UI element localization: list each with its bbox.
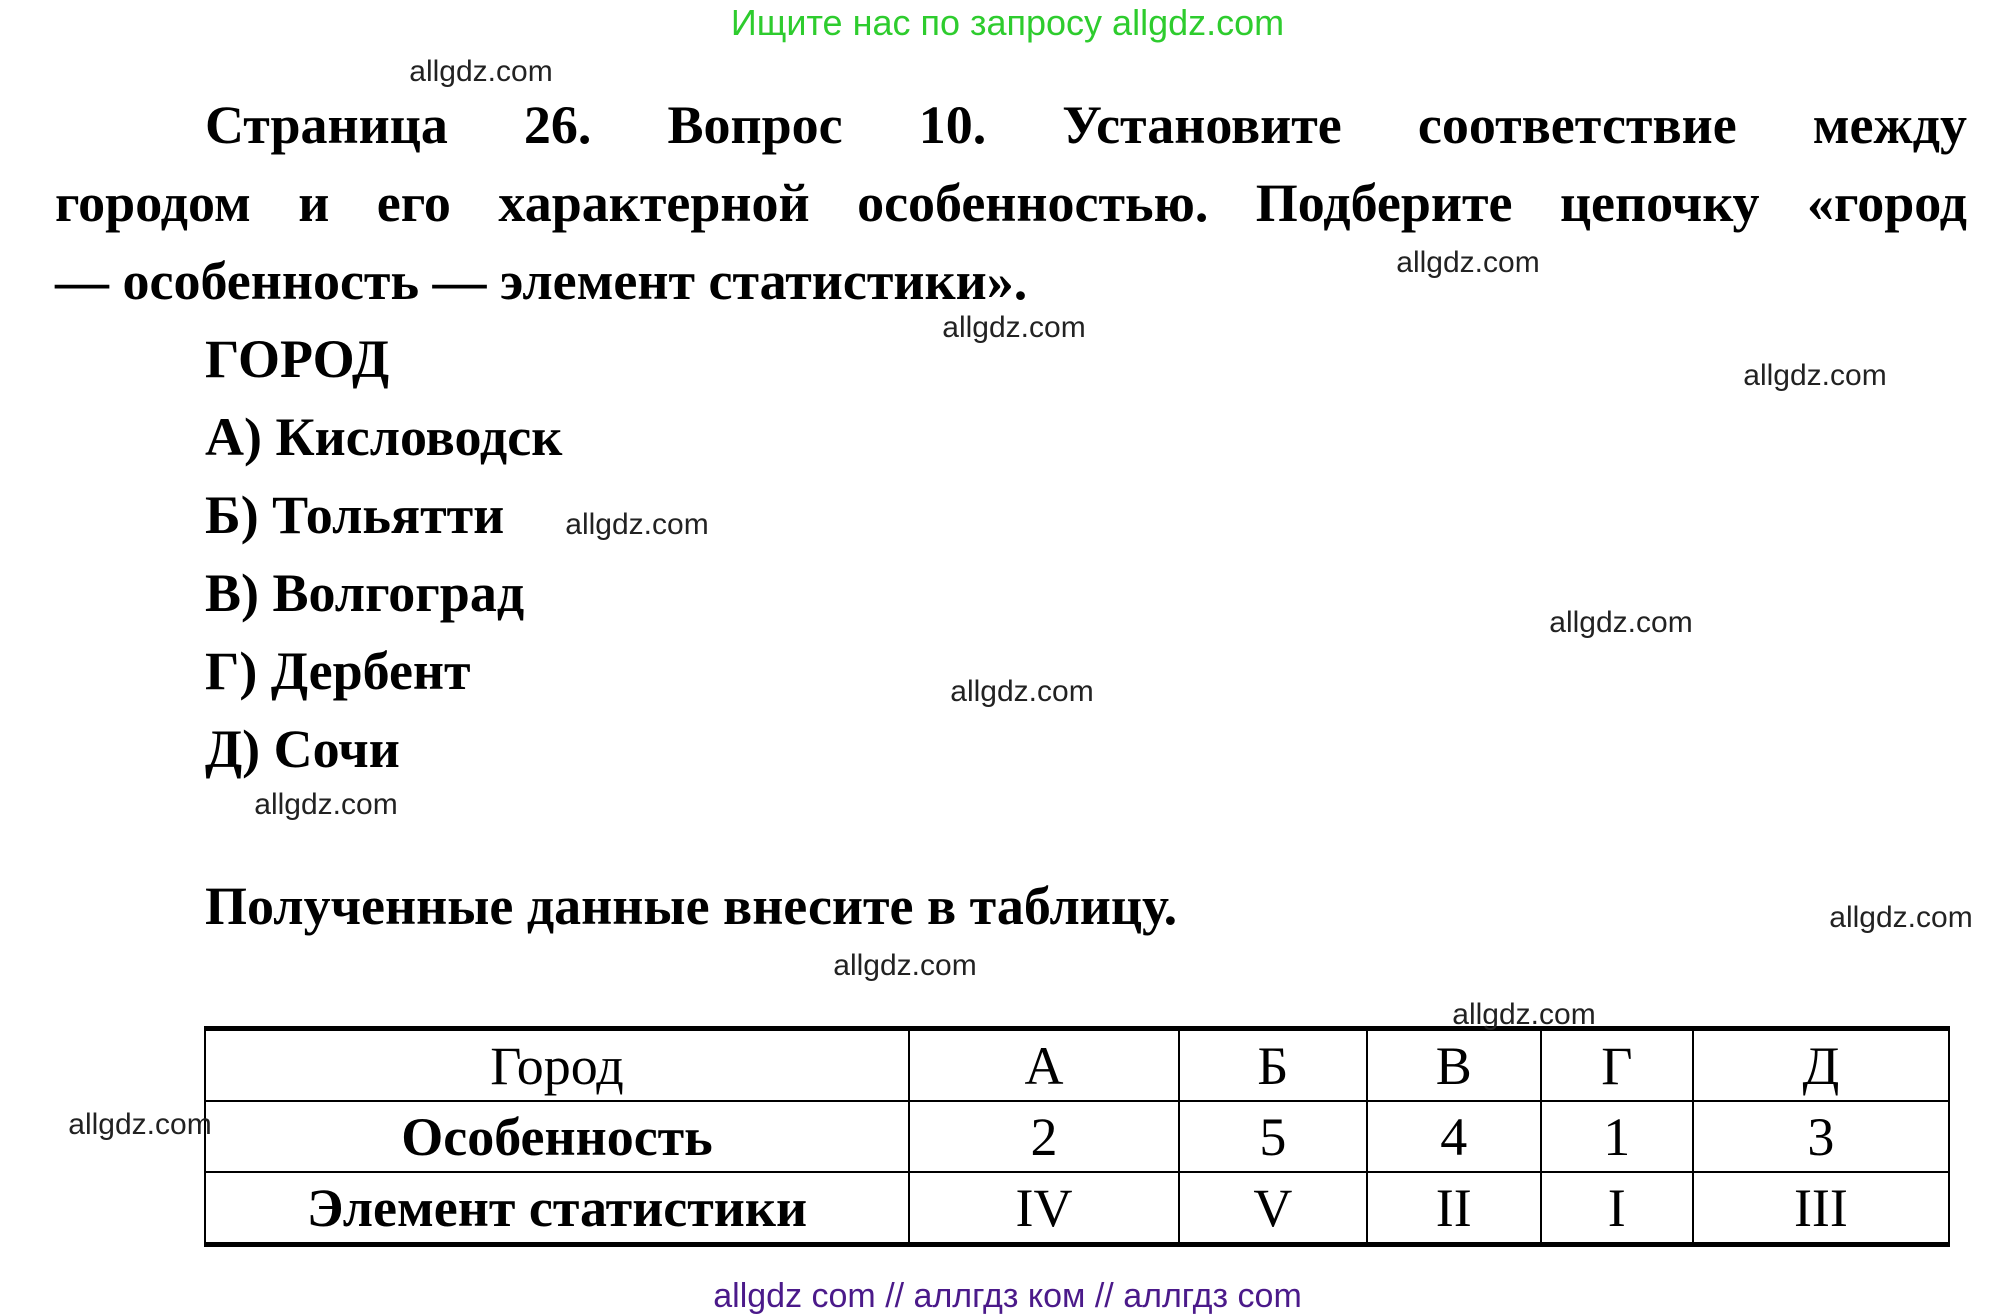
table-cell: А (909, 1029, 1179, 1102)
watermark: allgdz.com (1829, 901, 1973, 934)
watermark: allgdz.com (950, 675, 1094, 708)
watermark: allgdz.com (1452, 998, 1596, 1031)
city-heading: ГОРОД (205, 329, 390, 389)
table-cell: Д (1693, 1029, 1949, 1102)
question-line-3: — особенность — элемент статистики». (55, 251, 1028, 311)
watermark: allgdz.com (409, 55, 553, 88)
watermark: allgdz.com (254, 788, 398, 821)
table-cell: 5 (1179, 1101, 1367, 1172)
table-row (205, 1101, 1949, 1172)
row-label: Элемент статистики (205, 1172, 909, 1245)
table-cell: V (1179, 1172, 1367, 1245)
watermark: allgdz.com (1549, 606, 1693, 639)
watermark: allgdz.com (565, 508, 709, 541)
table-cell: III (1693, 1172, 1949, 1245)
table-cell: 3 (1693, 1101, 1949, 1172)
table-cell: 1 (1541, 1101, 1693, 1172)
question-line-2: городом и его характерной особенностью. Подберите цепочку «город (55, 173, 1967, 233)
table-cell: 2 (909, 1101, 1179, 1172)
table-row (205, 1029, 1949, 1102)
city-item-g: Г) Дербент (205, 641, 471, 701)
bottom-ad-text: allgdz com // аллгдз ком // аллгдз com (713, 1277, 1302, 1315)
table-cell: IV (909, 1172, 1179, 1245)
city-item-b: Б) Тольятти (205, 485, 505, 545)
table-cell: Б (1179, 1029, 1367, 1102)
question-line-1: Страница 26. Вопрос 10. Установите соответствие между (205, 95, 1967, 155)
table-cell: I (1541, 1172, 1693, 1245)
watermark: allgdz.com (833, 949, 977, 982)
answer-table (204, 1026, 1950, 1247)
instruction-text: Полученные данные внесите в таблицу. (205, 876, 1178, 936)
city-item-a: А) Кисловодск (205, 407, 563, 467)
watermark: allgdz.com (1396, 246, 1540, 279)
table-cell: 4 (1367, 1101, 1541, 1172)
top-ad-text: Ищите нас по запросу allgdz.com (730, 2, 1285, 43)
watermark: allgdz.com (942, 311, 1086, 344)
table-cell: В (1367, 1029, 1541, 1102)
watermark: allgdz.com (1743, 359, 1887, 392)
city-item-v: В) Волгоград (205, 563, 525, 623)
table-row (205, 1172, 1949, 1245)
city-item-d: Д) Сочи (205, 719, 400, 779)
table-cell: Г (1541, 1029, 1693, 1102)
watermark: allgdz.com (68, 1108, 212, 1141)
row-label: Город (205, 1029, 909, 1102)
table-cell: II (1367, 1172, 1541, 1245)
row-label: Особенность (205, 1101, 909, 1172)
